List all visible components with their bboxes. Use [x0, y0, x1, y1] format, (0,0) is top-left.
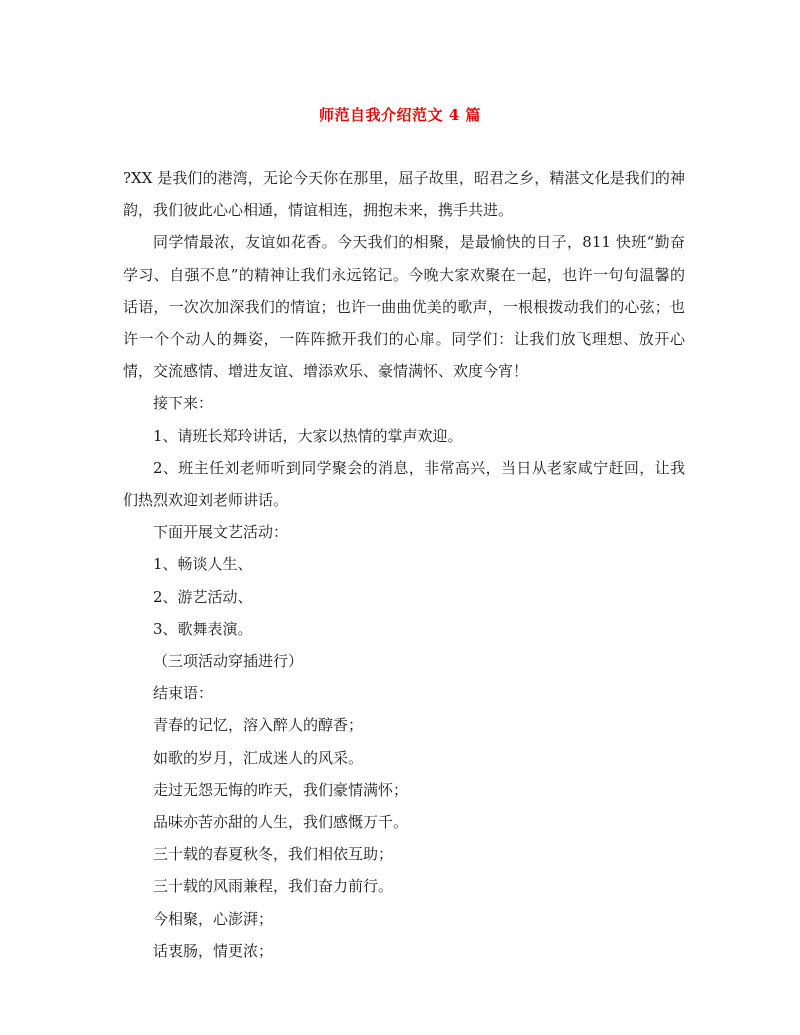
text-line: 结束语： [153, 684, 214, 703]
text-line: 下面开展文艺活动： [153, 523, 289, 542]
text-line: 品味亦苦亦甜的人生，我们感慨万千。 [153, 813, 409, 832]
text-line: 3、歌舞表演。 [153, 619, 253, 638]
paragraph-classmates: 同学情最浓，友谊如花香。今天我们的相聚，是最愉快的日子，811 快班“勤奋学习、自强不息”的精神让我们永远铭记。今晚大家欢聚在一起，也许一句句温馨的话语，一次次加深我们的情谊；也许一曲曲优美的歌声，一根根拨动我们的心弦；也许一个个动人的舞姿，一阵阵掀开我们的心扉。同学们：让我们放飞理想、放开心情，交流感情、增进友谊、增添欢乐、豪情满怀、欢度今宵！ [123, 233, 685, 381]
text-line: 走过无怨无悔的昨天，我们豪情满怀； [153, 780, 409, 799]
paragraph-intro: ?XX 是我们的港湾，无论今天你在那里，屈子故里，昭君之乡，精湛文化是我们的神韵，我们彼此心心相通，情谊相连，拥抱未来，携手共进。 [123, 169, 685, 220]
text-line: 青春的记忆，溶入醉人的醇香； [153, 716, 364, 735]
text-line: 1、畅谈人生、 [153, 555, 253, 574]
paragraph-next: 接下来： [153, 394, 214, 413]
text-line: 2、游艺活动、 [153, 587, 253, 606]
document-title: 师范自我介绍范文 4 篇 [319, 106, 481, 124]
paragraph-item-1: 1、请班长郑玲讲话，大家以热情的掌声欢迎。 [153, 426, 463, 445]
text-line: （三项活动穿插进行） [153, 652, 304, 671]
text-line: 三十载的春夏秋冬，我们相依互助； [153, 845, 394, 864]
paragraph-item-2: 2、班主任刘老师听到同学聚会的消息，非常高兴，当日从老家咸宁赶回，让我们热烈欢迎刘老师讲话。 [123, 458, 685, 510]
text-line: 话衷肠，情更浓； [153, 941, 274, 960]
text-line: 如歌的岁月，汇成迷人的风采。 [153, 748, 364, 767]
text-line: 今相聚，心澎湃； [153, 909, 274, 928]
document-body [123, 162, 685, 967]
text-line: 三十载的风雨兼程，我们奋力前行。 [153, 877, 394, 896]
